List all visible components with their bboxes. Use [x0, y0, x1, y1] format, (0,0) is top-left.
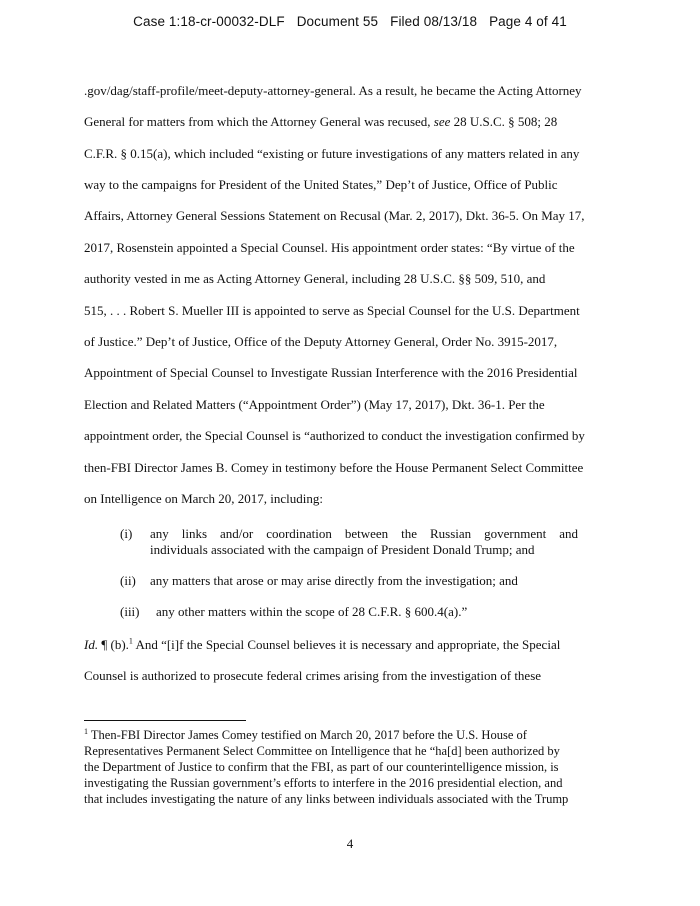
body-line-text: General for matters from which the Attorney General was recused,	[84, 114, 434, 129]
case-header	[0, 14, 700, 29]
footnote-line: the Department of Justice to confirm that the FBI, as part of our counterintelligence mission, is	[84, 760, 559, 774]
footnote-line: that includes investigating the nature of any links between individuals associated with the Trump	[84, 792, 569, 806]
footnote-line: investigating the Russian government’s efforts to interfere in the 2016 presidential election, and	[84, 776, 563, 790]
body-line: Appointment of Special Counsel to Investigate Russian Interference with the 2016 Presidential	[84, 365, 578, 380]
body-line-text: ¶ (b).	[98, 637, 129, 652]
body-line: 515, . . . Robert S. Mueller III is appointed to serve as Special Counsel for the U.S. Department	[84, 303, 580, 318]
filed-date: Filed 08/13/18	[390, 14, 478, 29]
footnote-reference[interactable]: 1	[128, 636, 133, 646]
body-line	[84, 637, 560, 653]
body-line: Counsel is authorized to prosecute federal crimes arising from the investigation of these	[84, 668, 542, 683]
body-line: Election and Related Matters (“Appointment Order”) (May 17, 2017), Dkt. 36-1. Per the	[84, 397, 545, 412]
list-item-text: any links and/or coordination between the Russian government and	[150, 526, 578, 541]
id-citation: Id.	[84, 637, 99, 652]
list-item-number: (iii)	[120, 604, 140, 619]
list-item-text: any matters that arose or may arise directly from the investigation; and	[150, 573, 518, 588]
body-line: of Justice.” Dep’t of Justice, Office of the Deputy Attorney General, Order No. 3915-2017,	[84, 334, 558, 349]
body-line-text: 28 U.S.C. § 508; 28	[450, 114, 558, 129]
italic-signal: see	[433, 114, 451, 129]
body-line: appointment order, the Special Counsel is “authorized to conduct the investigation confirmed by	[84, 428, 585, 443]
body-line: Affairs, Attorney General Sessions Statement on Recusal (Mar. 2, 2017), Dkt. 36-5. On May 17,	[84, 208, 585, 223]
body-line: .gov/dag/staff-profile/meet-deputy-attorney-general. As a result, he became the Acting Attorney	[84, 83, 582, 98]
body-line: then-FBI Director James B. Comey in testimony before the House Permanent Select Committee	[84, 460, 584, 475]
body-line: way to the campaigns for President of the United States,” Dep’t of Justice, Office of Public	[84, 177, 558, 192]
page-of-total: Page 4 of 41	[489, 14, 567, 29]
body-line: C.F.R. § 0.15(a), which included “existing or future investigations of any matters related in any	[84, 146, 580, 161]
list-item-text: any other matters within the scope of 28 C.F.R. § 600.4(a).”	[156, 604, 468, 619]
footnote-mark: 1	[84, 726, 88, 736]
footnote-line	[84, 726, 527, 742]
footnote-divider	[84, 720, 246, 721]
document-number: Document 55	[296, 14, 379, 29]
body-line: on Intelligence on March 20, 2017, including:	[84, 491, 324, 506]
body-line-text: And “[i]f the Special Counsel believes it is necessary and appropriate, the Special	[132, 637, 561, 652]
footnote-line: Representatives Permanent Select Committee on Intelligence that he “ha[d] been authorized by	[84, 744, 560, 758]
page-number: 4	[346, 836, 354, 851]
body-line	[84, 114, 557, 130]
list-item-number: (ii)	[120, 573, 136, 588]
list-item-text: individuals associated with the campaign of President Donald Trump; and	[150, 542, 535, 557]
body-line: authority vested in me as Acting Attorney General, including 28 U.S.C. §§ 509, 510, and	[84, 271, 546, 286]
case-number: Case 1:18-cr-00032-DLF	[133, 14, 285, 29]
list-item-number: (i)	[120, 526, 133, 541]
footnote-line-text: Then-FBI Director James Comey testified on March 20, 2017 before the U.S. House of	[88, 728, 527, 742]
body-line: 2017, Rosenstein appointed a Special Counsel. His appointment order states: “By virtue of the	[84, 240, 575, 255]
